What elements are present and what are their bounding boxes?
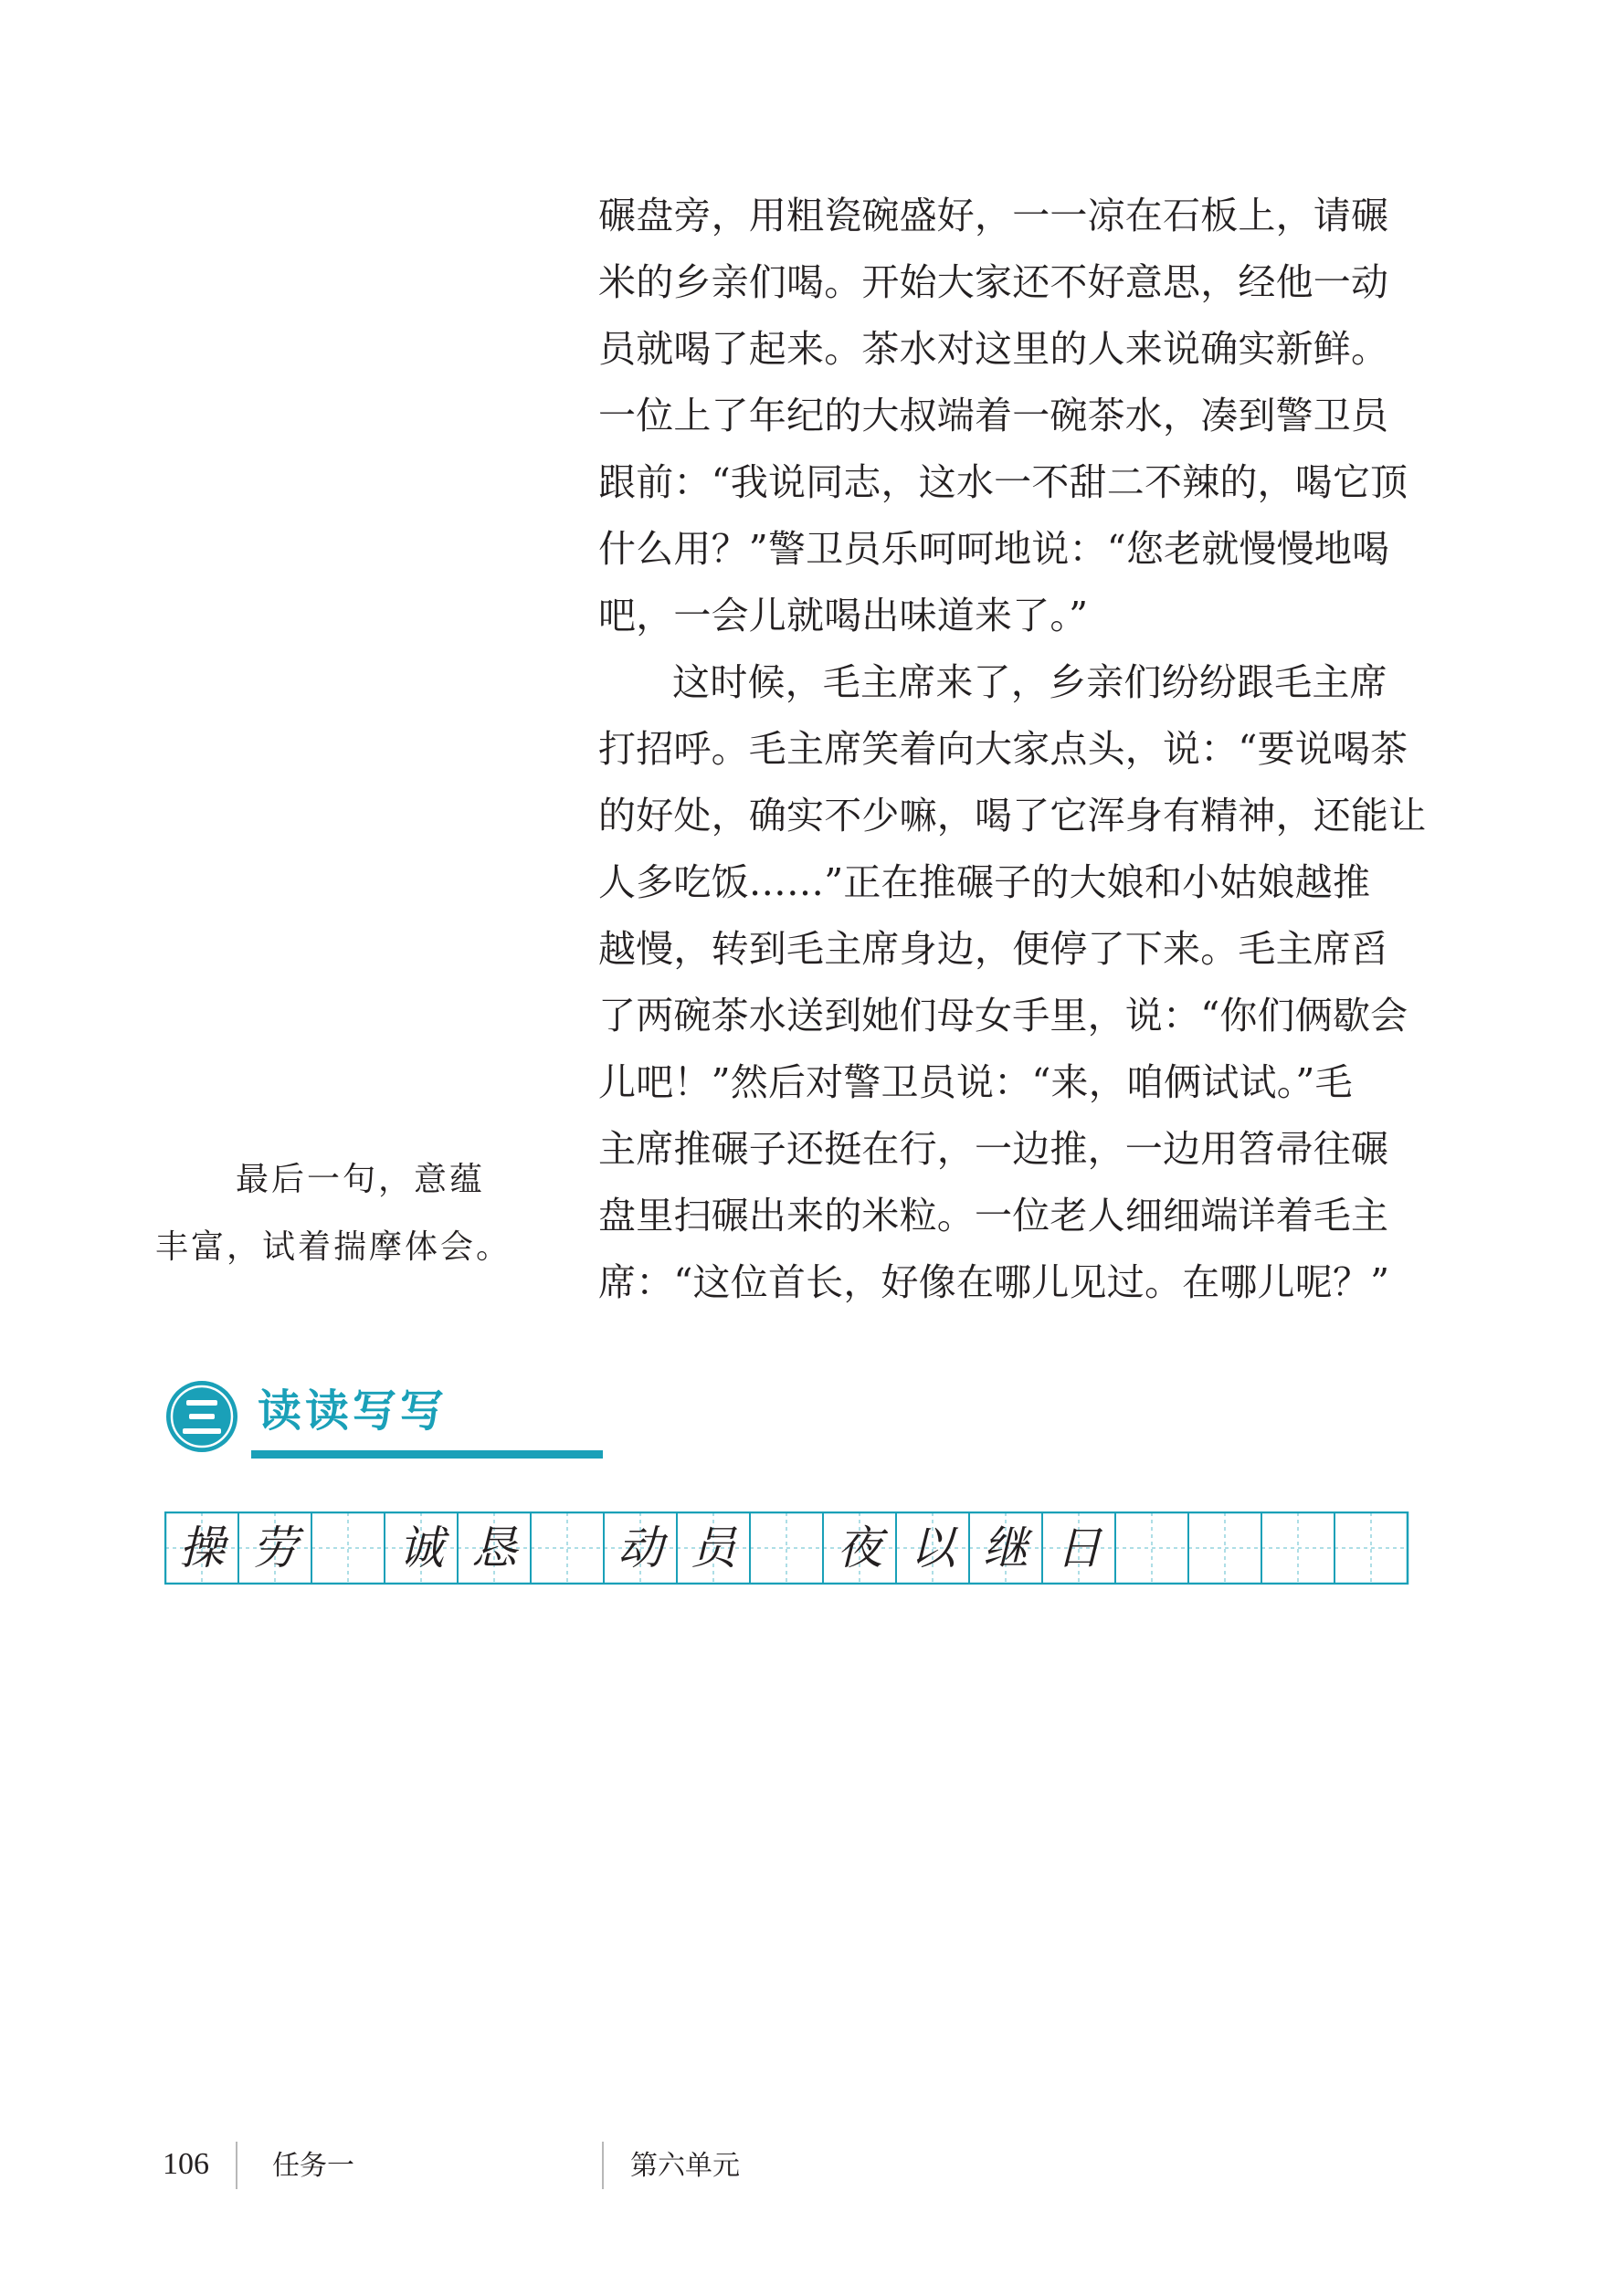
margin-note-line: 最后一句，意蕴	[236, 1161, 486, 1198]
page-number: 106	[163, 2147, 209, 2181]
margin-note-line: 丰富，试着揣摩体会。	[155, 1228, 512, 1266]
section-three-icon	[164, 1379, 239, 1454]
vocab-char: 夜	[837, 1522, 882, 1575]
margin-note	[155, 1146, 521, 1281]
text-line: 这时候，毛主席来了，乡亲们纷纷跟毛主席	[672, 660, 1387, 704]
text-line: 什么用？”警卫员乐呵呵地说：“您老就慢慢地喝	[598, 527, 1390, 571]
text-line: 儿吧！”然后对警卫员说：“来，咱俩试试。”毛	[598, 1060, 1353, 1104]
vocabulary-grid	[164, 1511, 1412, 1585]
text-line: 打招呼。毛主席笑着向大家点头，说：“要说喝茶	[598, 727, 1408, 771]
vocab-char: 以	[910, 1522, 955, 1575]
footer-task: 任务一	[272, 2150, 354, 2182]
footer-divider	[236, 2142, 237, 2189]
text-line: 米的乡亲们喝。开始大家还不好意思，经他一动	[598, 260, 1389, 304]
text-line: 跟前：“我说同志，这水一不甜二不辣的，喝它顶	[598, 460, 1408, 504]
text-line: 越慢，转到毛主席身边，便停了下来。毛主席舀	[598, 927, 1389, 971]
vocab-char: 动	[617, 1522, 663, 1575]
article-body	[598, 183, 1427, 1316]
section-number-badge	[164, 1379, 239, 1454]
text-line: 席：“这位首长，好像在哪儿见过。在哪儿呢？”	[598, 1260, 1390, 1304]
vocab-char: 日	[1056, 1522, 1102, 1575]
text-line: 主席推碾子还挺在行，一边推，一边用笤帚往碾	[598, 1127, 1389, 1171]
text-line: 了两碗茶水送到她们母女手里，说：“你们俩歇会	[598, 994, 1408, 1037]
vocab-char: 员	[691, 1522, 736, 1575]
vocab-char: 操	[179, 1522, 225, 1575]
text-line: 人多吃饭……”正在推碾子的大娘和小姑娘越推	[598, 860, 1371, 904]
text-line: 盘里扫碾出来的米粒。一位老人细细端详着毛主	[598, 1194, 1389, 1238]
text-line: 的好处，确实不少嘛，喝了它浑身有精神，还能让	[598, 794, 1427, 837]
vocab-char: 恳	[471, 1522, 517, 1575]
vocab-char: 诚	[398, 1522, 444, 1575]
text-line: 吧，一会儿就喝出味道来了。”	[598, 594, 1089, 637]
text-line: 碾盘旁，用粗瓷碗盛好，一一凉在石板上，请碾	[598, 194, 1389, 237]
footer-unit: 第六单元	[630, 2150, 740, 2182]
vocab-char: 继	[983, 1522, 1029, 1575]
section-title: 读读写写	[258, 1385, 448, 1437]
text-line: 一位上了年纪的大叔端着一碗茶水，凑到警卫员	[598, 394, 1389, 437]
vocab-char: 劳	[252, 1522, 298, 1575]
footer-divider	[602, 2142, 604, 2189]
text-line: 员就喝了起来。茶水对这里的人来说确实新鲜。	[598, 327, 1389, 371]
grid-lines	[164, 1511, 1410, 1585]
section-underline	[251, 1450, 603, 1459]
